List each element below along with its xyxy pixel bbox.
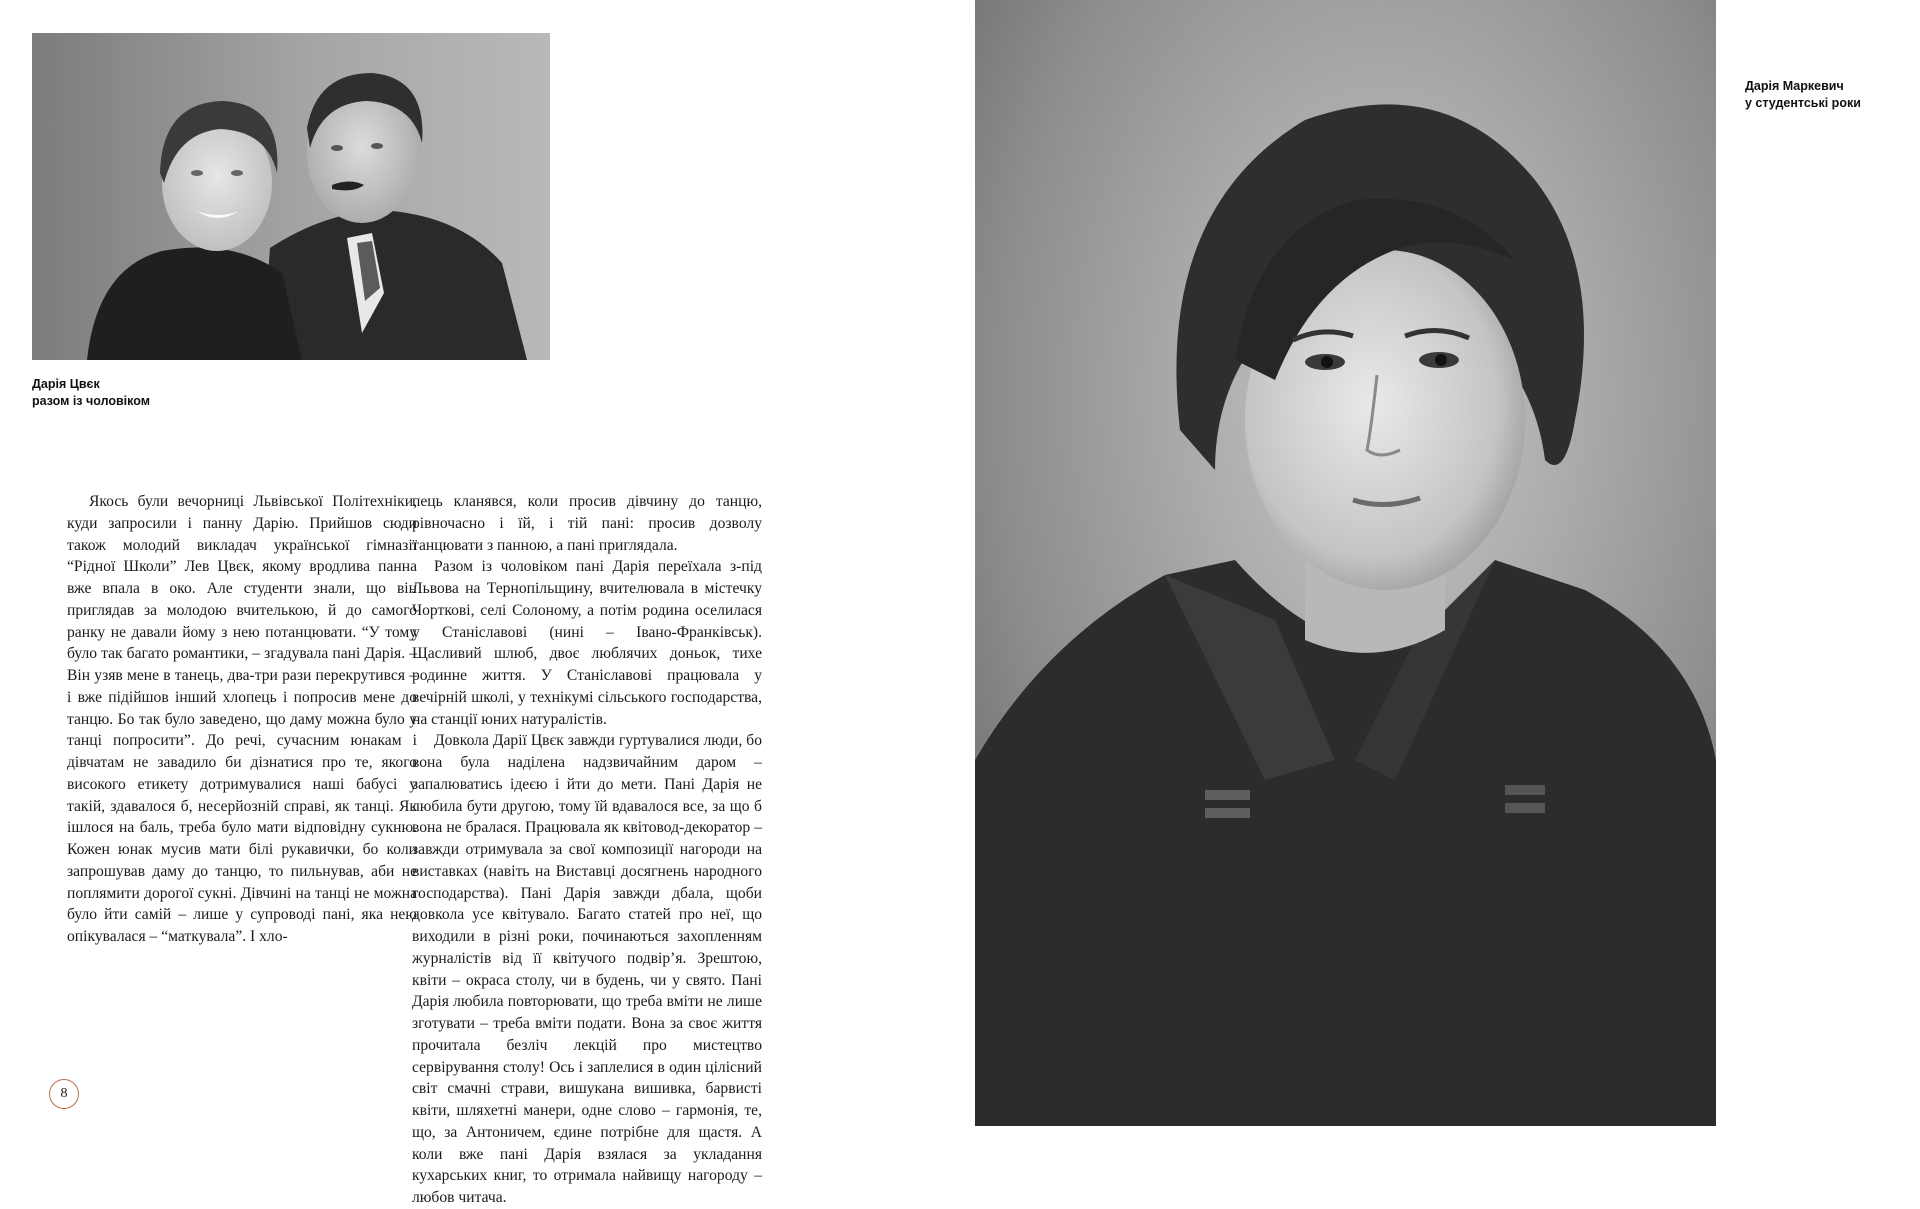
portrait-photo-caption [1745,78,1861,112]
portrait-photo [975,0,1716,1126]
caption-line: у студентські роки [1745,96,1861,110]
caption-line: Дарія Цвєк [32,377,100,391]
page-number-text: 8 [60,1086,68,1101]
couple-photo-caption [32,376,150,410]
couple-photo [32,33,550,360]
article-column-1 [67,491,417,948]
paragraph: пець кланявся, коли просив дівчину до танцю, рівночасно і їй, і тій пані: просив дозволу танцювати з панною, а пані приглядала. [412,493,762,554]
portrait-photo-graphic [975,0,1716,1126]
page-number [49,1079,79,1109]
paragraph: Якось були вечорниці Львівської Політехніки, куди запросили і панну Дарію. Прийшов сюди також молодий викладач української гімназії “Рідної Школи” Лев Цвєк, якому вродлива панна вже впала в око. Але студенти знали, що він приглядав за молодою вчителькою, й до самого ранку не давали йому з нею потанцювати. “У тому було так багато романтики, – згадувала пані Дарія. – Він узяв мене в танець, два-три рази перекрутився – і вже підійшов інший хлопець і попросив мене до танцю. Бо так було заведено, що даму можна було у танці попросити”. До речі, сучасним юнакам і дівчатам не завадило би дізнатися про те, якого високого етикету дотримувалися наші бабусі у такій, здавалося б, несерйозній справі, як танці. Як ішлося на баль, треба було мати відповідну сукню. Кожен юнак мусив мати білі рукавички, бо коли запрошував даму до танцю, то пильнував, аби не поплямити дорогої сукні. Дівчині на танці не можна було йти самій – лише у супроводі пані, яка нею опікувалася – “маткувала”. І хло- [67,493,417,945]
caption-line: разом із чоловіком [32,394,150,408]
couple-photo-graphic [32,33,550,360]
paragraph: Разом із чоловіком пані Дарія переїхала з-під Львова на Тернопільщину, вчителювала в містечку Чорткові, селі Солоному, а потім родина оселилася у Станіславові (нині – Івано-Франківськ). Щасливий шлюб, двоє люблячих доньок, тихе родинне життя. У Станіславові працювала у вечірній школі, у технікумі сільського господарства, на станції юних натуралістів. [412,558,762,728]
paragraph: Довкола Дарії Цвєк завжди гуртувалися люди, бо вона була наділена надзвичайним даром – запалюватись ідеєю і йти до мети. Пані Дарія не любила бути другою, тому їй вдавалося все, за що б вона не бралася. Працювала як квітовод-декоратор – завжди отримувала за свої композиції нагороди на виставках (навіть на Виставці досягнень народного господарства). Пані Дарія завжди дбала, щоби довкола усе квітувало. Багато статей про неї, що виходили в різні роки, починаються захопленням журналістів від її квітучого подвір’я. Зрештою, квіти – окраса столу, чи в будень, чи у свято. Пані Дарія любила повторювати, що треба вміти не лише зготувати – треба вміти подати. Вона за своє життя прочитала безліч лекцій про мистецтво сервірування столу! Ось і заплелися в один цілісний світ смачні страви, вишукана вишивка, барвисті квіти, шляхетні манери, одне слово – гармонія, те, що, за Антоничем, єдине потрібне для щастя. А коли вже пані Дарія взялася за укладання кухарських книг, то отримала найвищу нагороду – любов читача. [412,732,762,1206]
article-column-2 [412,491,762,1209]
caption-line: Дарія Маркевич [1745,79,1844,93]
